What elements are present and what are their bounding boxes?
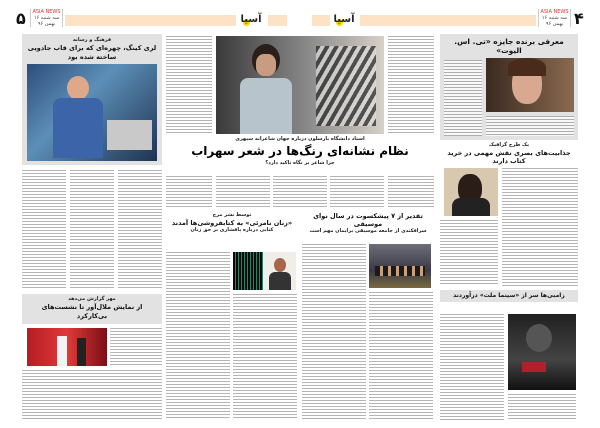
text-column bbox=[440, 220, 498, 286]
header-band bbox=[360, 15, 536, 26]
logo-left: آسیا bbox=[240, 14, 262, 25]
masthead-brand: ASIA NEWS bbox=[540, 9, 569, 15]
text-column bbox=[486, 116, 574, 136]
header-band bbox=[65, 15, 236, 26]
text-column bbox=[444, 60, 482, 136]
kicker: استاد دانشگاه بارسلون درباره جهان شاعرانه سپهری bbox=[235, 136, 365, 142]
text-column bbox=[70, 170, 114, 290]
text-column bbox=[118, 170, 162, 290]
kicker: یک طرح گرافیک bbox=[488, 142, 530, 148]
headline: لری کینگ، چهره‌ای که برای قاب جادویی ساخته شده بود bbox=[27, 44, 157, 61]
text-column bbox=[388, 176, 434, 208]
text-column bbox=[273, 176, 327, 208]
story-box-zombies bbox=[440, 290, 578, 302]
text-column bbox=[388, 36, 434, 134]
masthead-brand: ASIA NEWS bbox=[32, 9, 61, 15]
header-band bbox=[268, 15, 287, 26]
story-box-theatre bbox=[22, 294, 162, 324]
headline: تقدیر از ۷ پیشکسوت در سال نوای موسیقی bbox=[313, 212, 423, 228]
text-column bbox=[22, 170, 66, 290]
text-column bbox=[216, 176, 270, 208]
music-ceremony-photo bbox=[369, 244, 431, 288]
headline: نظام نشانه‌ای رنگ‌ها در شعر سهراب bbox=[191, 144, 409, 158]
story-box-larry-king bbox=[22, 34, 162, 165]
kicker: مهر گزارش می‌دهد bbox=[68, 296, 116, 302]
text-column bbox=[369, 292, 433, 420]
masthead-date: سه شنبه ۱۶ بهمن ۹۶ bbox=[33, 15, 60, 27]
lead-headline-block bbox=[166, 136, 434, 167]
author-photo bbox=[264, 252, 296, 290]
text-column bbox=[508, 394, 576, 420]
masthead-left bbox=[30, 9, 63, 27]
headline: معرفی برنده جایزه «تی. اس. الیوت» bbox=[454, 37, 564, 55]
sohrab-photo bbox=[216, 36, 384, 134]
book-cover-photo bbox=[233, 252, 263, 290]
kicker: توسط نشر مرج bbox=[212, 212, 252, 218]
zombie-film-photo bbox=[508, 314, 576, 390]
text-column bbox=[233, 294, 297, 420]
theatre-photo bbox=[27, 328, 107, 366]
page-number-left: ۵ bbox=[16, 9, 26, 28]
text-column bbox=[166, 252, 230, 420]
logo-right: آسیا bbox=[333, 14, 355, 25]
poet-photo bbox=[486, 58, 574, 112]
text-column bbox=[502, 168, 578, 286]
text-column bbox=[440, 314, 504, 420]
text-column bbox=[302, 244, 366, 420]
text-column bbox=[330, 176, 384, 208]
kicker: فرهنگ و رسانه bbox=[72, 37, 112, 43]
headline: «زنان نامرئی» به کتابفروشی‌ها آمدند bbox=[171, 219, 293, 227]
story-music-headline-block bbox=[302, 212, 434, 235]
text-column bbox=[166, 176, 212, 208]
text-column bbox=[110, 328, 162, 366]
designer-photo bbox=[444, 168, 498, 216]
masthead-date: سه شنبه ۱۶ بهمن ۹۶ bbox=[541, 15, 568, 27]
masthead-right bbox=[538, 9, 571, 27]
headline: زامبی‌ها سر از «سینما ملت» درآوردند bbox=[453, 292, 565, 299]
story-box-eliot-prize bbox=[440, 34, 578, 140]
story-graphics-headline-block bbox=[440, 142, 578, 165]
headline: جذابیت‌های بصری نقش مهمی در خرید کتاب دارند bbox=[447, 149, 571, 165]
subhead: سرافکندی از جامعه موسیقی برایمان مهم است bbox=[309, 228, 427, 234]
story-women-headline-block bbox=[166, 212, 298, 234]
text-column bbox=[22, 370, 162, 420]
header-band bbox=[312, 15, 330, 26]
page-number-right: ۴ bbox=[574, 9, 584, 28]
subhead: چرا شاعر بر نگاه تاکید دارد؟ bbox=[265, 160, 335, 166]
headline: از نمایش ملال‌آور تا نشست‌های بی‌کارکرد bbox=[41, 303, 143, 320]
larry-king-photo bbox=[27, 64, 157, 161]
text-column bbox=[166, 36, 212, 134]
subhead: کتابی درباره پافشاری بر حق زنان bbox=[190, 227, 274, 233]
